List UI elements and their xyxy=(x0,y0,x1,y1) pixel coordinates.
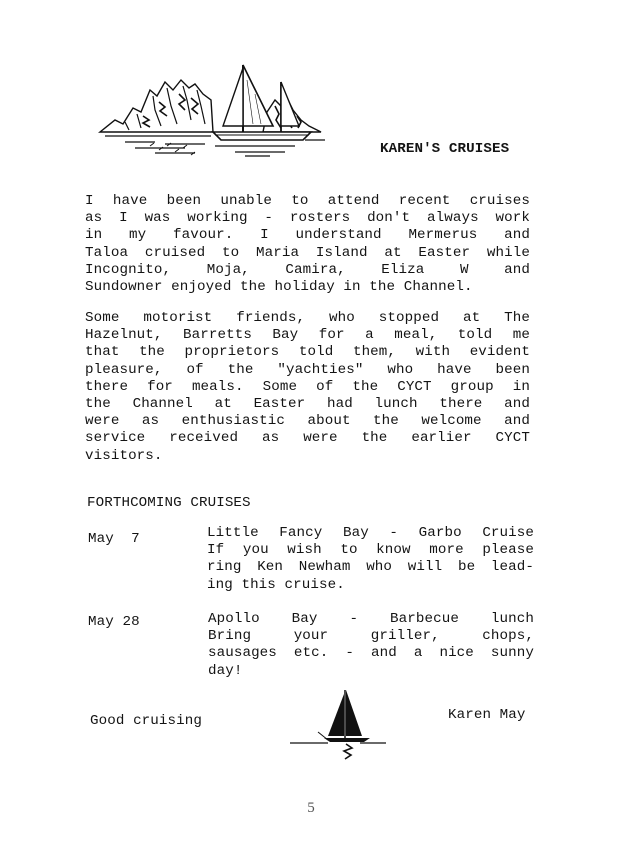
paragraph-1-line: as I was working - rosters don't always work xyxy=(85,210,530,227)
paragraph-2-line: were as enthusiastic about the welcome and xyxy=(85,413,530,430)
page-number: 5 xyxy=(307,800,315,816)
paragraph-2-line: Hazelnut, Barretts Bay for a meal, told me xyxy=(85,327,530,344)
paragraph-2-line: visitors. xyxy=(85,447,163,464)
cruise-1-line: Little Fancy Bay - Garbo Cruise xyxy=(207,525,534,541)
cruise-1-date: May 7 xyxy=(88,531,140,547)
paragraph-1 xyxy=(85,193,530,296)
paragraph-2-line: there for meals. Some of the CYCT group in xyxy=(85,378,530,395)
sailing-boat-islands-icon xyxy=(95,60,335,170)
paragraph-1-line: I have been unable to attend recent cruises xyxy=(85,193,530,209)
cruise-2-line: Bring your griller, chops, xyxy=(208,628,534,645)
cruise-2-line: Apollo Bay - Barbecue lunch xyxy=(208,611,534,627)
sailboat-icon xyxy=(288,688,388,768)
paragraph-2-line: the Channel at Easter had lunch there and xyxy=(85,395,530,412)
cruise-2-line: day! xyxy=(208,662,243,679)
cruise-1-line: ring Ken Newham who will be lead- xyxy=(207,559,534,576)
page-title: KAREN'S CRUISES xyxy=(380,141,510,157)
cruise-1-line: If you wish to know more please xyxy=(207,542,534,559)
forthcoming-title: FORTHCOMING CRUISES xyxy=(87,495,251,511)
paragraph-2 xyxy=(85,310,530,465)
cruise-2-date: May 28 xyxy=(88,614,140,630)
paragraph-1-line: in my favour. I understand Mermerus and xyxy=(85,227,530,244)
paragraph-2-line: that the proprietors told them, with evident xyxy=(85,344,530,361)
paragraph-2-line: pleasure, of the "yachties" who have been xyxy=(85,361,530,378)
signature: Karen May xyxy=(448,707,526,723)
cruise-1-line: ing this cruise. xyxy=(207,576,345,593)
cruise-2-line: sausages etc. - and a nice sunny xyxy=(208,645,534,662)
signoff: Good cruising xyxy=(90,713,202,729)
paragraph-1-line: Sundowner enjoyed the holiday in the Channel. xyxy=(85,278,473,295)
cruise-1-details xyxy=(207,525,534,594)
paragraph-2-line: Some motorist friends, who stopped at The xyxy=(85,310,530,326)
paragraph-1-line: Taloa cruised to Maria Island at Easter while xyxy=(85,244,530,261)
paragraph-1-line: Incognito, Moja, Camira, Eliza W and xyxy=(85,261,530,278)
paragraph-2-line: service received as were the earlier CYCT xyxy=(85,430,530,447)
cruise-2-details xyxy=(208,611,534,680)
